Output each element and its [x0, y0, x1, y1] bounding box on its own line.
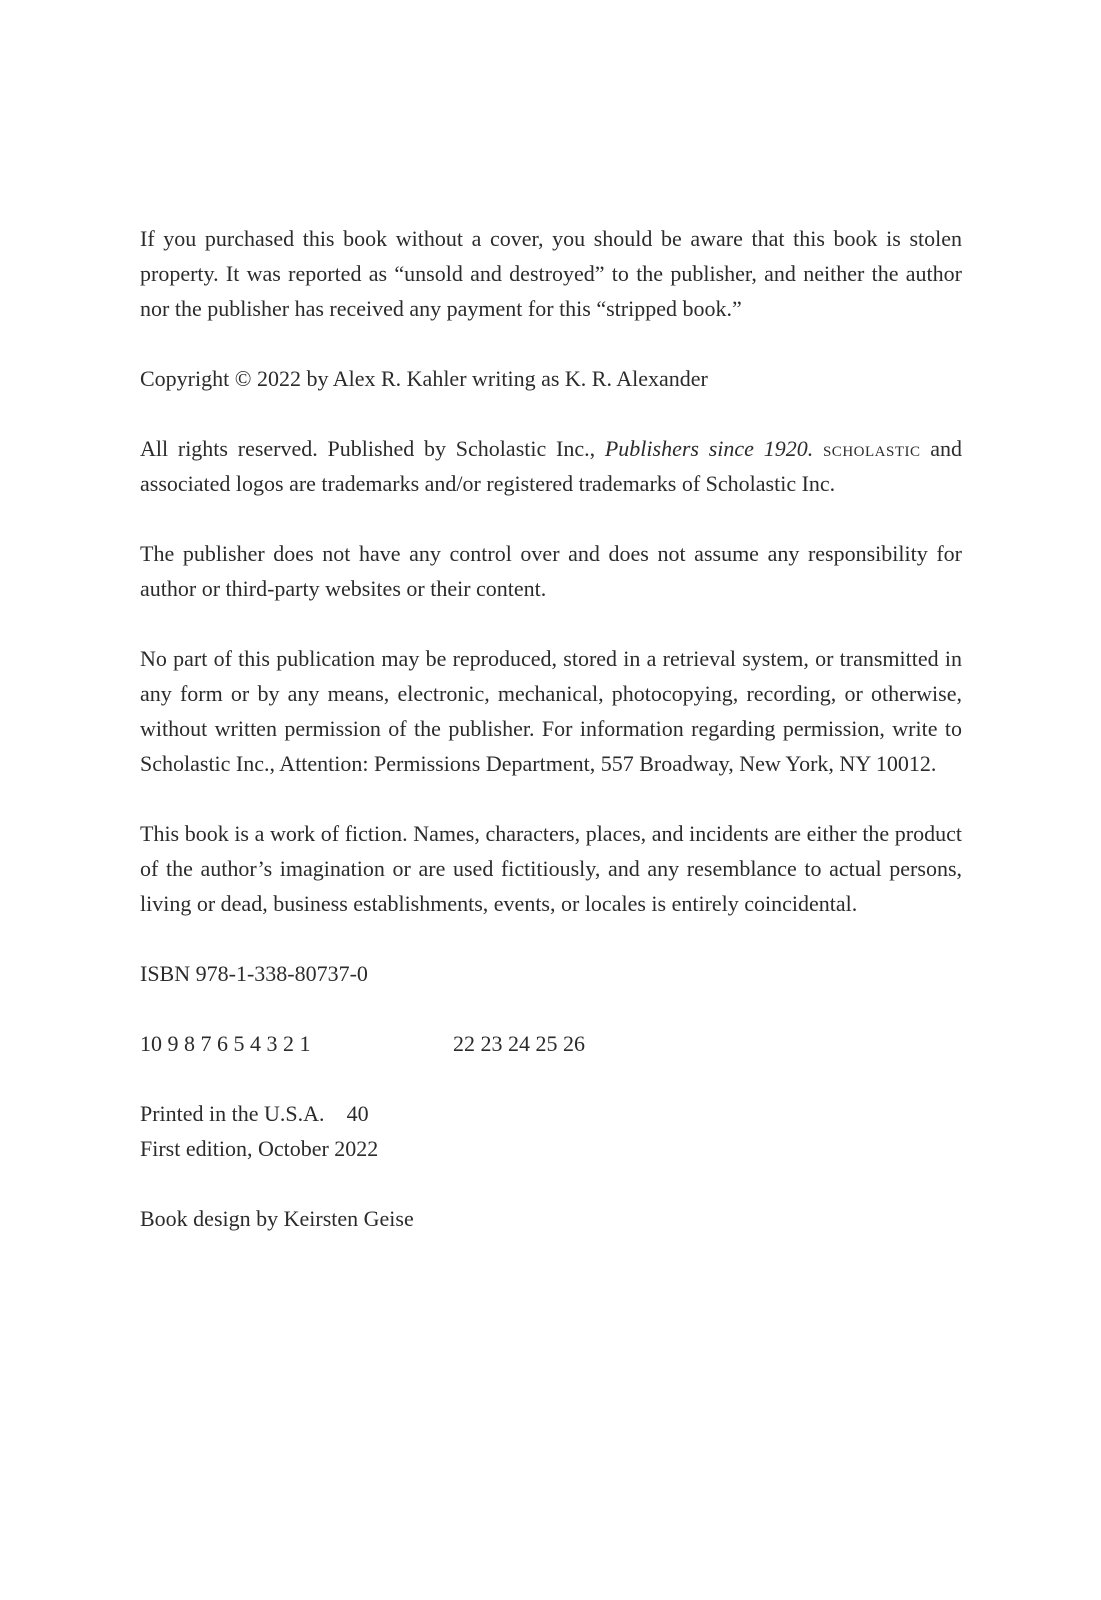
rights-text-part2: and associated logos are trademarks and/or registered trademarks of Scholastic Inc.: [140, 436, 963, 496]
stripped-book-notice: If you purchased this book without a cover, you should be aware that this book is stolen property. It was reported as “unsold and destroyed” to the publisher, and neither the author nor the publisher has received any payment for this “stripped book.”: [140, 226, 962, 321]
publisher-control-notice: The publisher does not have any control over and does not assume any responsibility for author or third-party websites or their content.: [140, 541, 962, 601]
copyright-line: Copyright © 2022 by Alex R. Kahler writing as K. R. Alexander: [140, 366, 708, 391]
copyright-text-block: [140, 221, 962, 1271]
reproduction-notice: No part of this publication may be reproduced, stored in a retrieval system, or transmitted in any form or by any means, electronic, mechanical, photocopying, recording, or otherwise, without written permission of the publisher. For information regarding permission, write to Scholastic Inc., Attention: Permissions Department, 557 Broadway, New York, NY 10012.: [140, 646, 962, 776]
edition-line: First edition, October 2022: [140, 1136, 379, 1161]
design-credit: Book design by Keirsten Geise: [140, 1206, 414, 1231]
publishers-since-text: Publishers since 1920.: [604, 436, 814, 461]
printing-years: 22 23 24 25 26: [453, 1031, 585, 1056]
printed-code: 40: [346, 1101, 369, 1126]
fiction-notice: This book is a work of fiction. Names, characters, places, and incidents are either the product of the author’s imagination or are used fictitiously, and any resemblance to actual persons, living or dead, business establishments, events, or locales is entirely coincidental.: [140, 821, 962, 916]
rights-reserved-notice: [140, 431, 962, 501]
isbn-line: ISBN 978-1-338-80737-0: [140, 961, 368, 986]
rights-text-part1: All rights reserved. Published by Scholastic Inc.,: [140, 436, 605, 461]
printing-line: [140, 1026, 962, 1061]
printed-in-text: Printed in the U.S.A.: [140, 1101, 325, 1126]
printing-numbers: 10 9 8 7 6 5 4 3 2 1: [140, 1031, 311, 1056]
scholastic-wordmark-text: scholastic: [822, 436, 921, 461]
printed-in-line: [140, 1096, 962, 1131]
printing-info: [140, 1096, 962, 1166]
